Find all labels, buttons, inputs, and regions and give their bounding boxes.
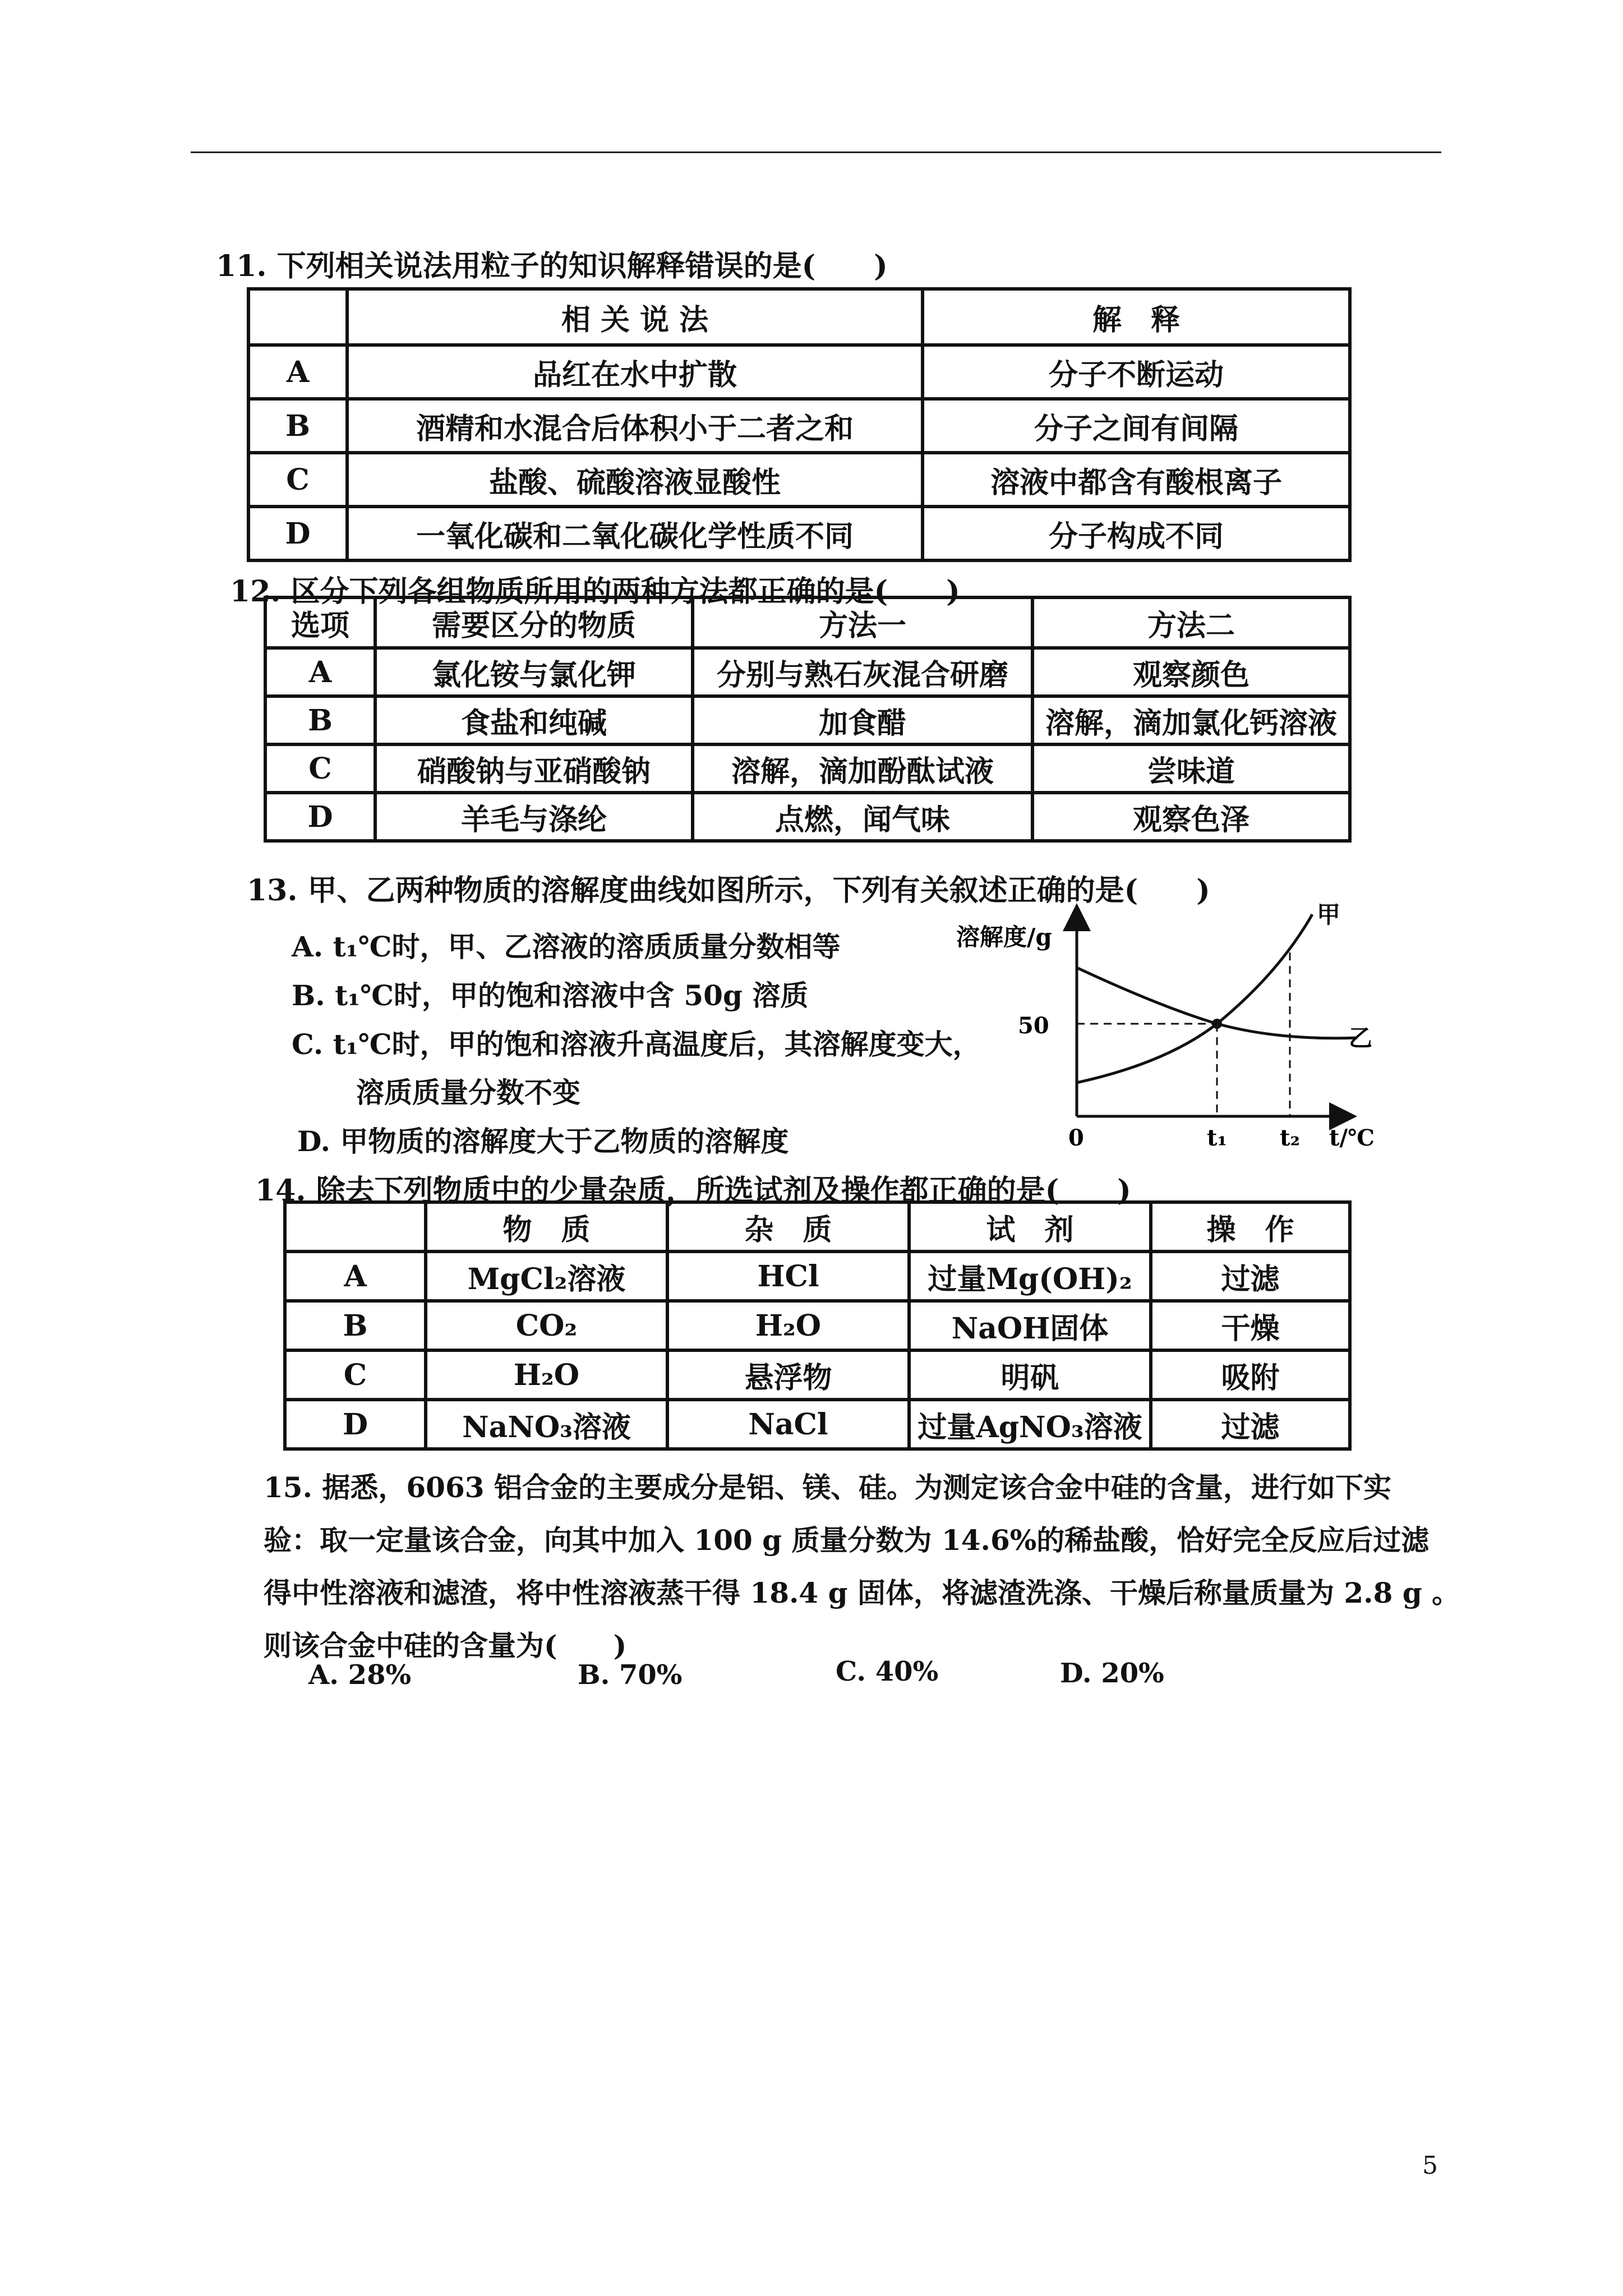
y-axis-label: 溶解度/g	[956, 923, 1052, 951]
table-cell: MgCl₂溶液	[426, 1251, 667, 1301]
q13-option-c: C. t₁℃时，甲的饱和溶液升高温度后，其溶解度变大，	[292, 1028, 981, 1061]
option-cell: D	[265, 793, 375, 841]
header-cell: 杂 质	[667, 1202, 909, 1251]
q13-option-b: B. t₁℃时，甲的饱和溶液中含 50g 溶质	[292, 979, 809, 1012]
table-cell: 点燃，闻气味	[693, 793, 1032, 841]
q15-answer-c: C. 40%	[836, 1656, 939, 1687]
table-row	[285, 1301, 1350, 1350]
option-cell: B	[248, 399, 347, 453]
header-cell: 相 关 说 法	[347, 289, 923, 345]
table-row	[265, 793, 1350, 841]
table-cell: 吸附	[1151, 1350, 1350, 1400]
table-cell: 羊毛与涤纶	[375, 793, 693, 841]
option-cell: B	[265, 696, 375, 744]
table-cell: 溶液中都含有酸根离子	[923, 453, 1350, 507]
q15-line: 得中性溶液和滤渣，将中性溶液蒸干得 18.4 g 固体，将滤渣洗涤、干燥后称量质量为 2.8 g 。	[264, 1576, 1460, 1609]
table-row	[248, 507, 1350, 560]
header-cell: 需要区分的物质	[375, 597, 693, 648]
option-cell: A	[248, 345, 347, 399]
curve-yi-label: 乙	[1349, 1024, 1373, 1052]
header-cell: 物 质	[426, 1202, 667, 1251]
table-cell: 品红在水中扩散	[347, 345, 923, 399]
t2-label: t₂	[1280, 1125, 1300, 1151]
table-cell: 观察颜色	[1032, 648, 1350, 696]
table-cell: 酒精和水混合后体积小于二者之和	[347, 399, 923, 453]
table-cell: 过滤	[1151, 1400, 1350, 1449]
table-header-row	[248, 289, 1350, 345]
q15-answer-a: A. 28%	[308, 1659, 412, 1691]
q14-title: 14. 除去下列物质中的少量杂质，所选试剂及操作都正确的是( )	[255, 1174, 1131, 1208]
table-cell: 加食醋	[693, 696, 1032, 744]
table-cell: H₂O	[426, 1350, 667, 1400]
q15-answer-b: B. 70%	[578, 1659, 683, 1691]
option-cell: D	[285, 1400, 426, 1449]
table-cell: 干燥	[1151, 1301, 1350, 1350]
q13-option-a: A. t₁℃时，甲、乙溶液的溶质质量分数相等	[292, 930, 841, 963]
option-cell: C	[285, 1350, 426, 1400]
table-cell: NaCl	[667, 1400, 909, 1449]
header-cell	[248, 289, 347, 345]
table-cell: 盐酸、硫酸溶液显酸性	[347, 453, 923, 507]
header-cell: 方法一	[693, 597, 1032, 648]
header-cell: 方法二	[1032, 597, 1350, 648]
table-cell: 明矾	[909, 1350, 1151, 1400]
option-cell: A	[285, 1251, 426, 1301]
q12-title: 12. 区分下列各组物质所用的两种方法都正确的是( )	[230, 574, 960, 609]
table-cell: 分别与熟石灰混合研磨	[693, 648, 1032, 696]
header-cell: 试 剂	[909, 1202, 1151, 1251]
q15-line: 则该合金中硅的含量为( )	[264, 1629, 627, 1662]
y50-label: 50	[1018, 1013, 1049, 1039]
header-cell: 操 作	[1151, 1202, 1350, 1251]
q13-option-c-cont: 溶质质量分数不变	[356, 1076, 580, 1109]
table-cell: 硝酸钠与亚硝酸钠	[375, 744, 693, 793]
table-row	[265, 744, 1350, 793]
option-cell: C	[265, 744, 375, 793]
table-cell: 分子之间有间隔	[923, 399, 1350, 453]
solubility-graph	[942, 903, 1408, 1161]
header-cell: 解 释	[923, 289, 1350, 345]
table-cell: HCl	[667, 1251, 909, 1301]
table-cell: CO₂	[426, 1301, 667, 1350]
page-number: 5	[1422, 2151, 1438, 2180]
table-row	[265, 648, 1350, 696]
table-cell: NaNO₃溶液	[426, 1400, 667, 1449]
table-row	[248, 345, 1350, 399]
q14-table	[283, 1200, 1352, 1451]
origin-label: 0	[1068, 1125, 1084, 1151]
table-cell: 食盐和纯碱	[375, 696, 693, 744]
header-rule	[191, 151, 1441, 153]
table-cell: NaOH固体	[909, 1301, 1151, 1350]
table-cell: 分子构成不同	[923, 507, 1350, 560]
q15-line: 15. 据悉，6063 铝合金的主要成分是铝、镁、硅。为测定该合金中硅的含量，进行如下实	[264, 1471, 1391, 1504]
q15-paragraph	[264, 1461, 1460, 1672]
table-cell: 一氧化碳和二氧化碳化学性质不同	[347, 507, 923, 560]
table-cell: 过滤	[1151, 1251, 1350, 1301]
option-cell: C	[248, 453, 347, 507]
table-row	[248, 399, 1350, 453]
header-cell	[285, 1202, 426, 1251]
x-axis-label: t/℃	[1329, 1125, 1375, 1151]
q13-option-d: D. 甲物质的溶解度大于乙物质的溶解度	[297, 1125, 789, 1158]
q11-title: 11. 下列相关说法用粒子的知识解释错误的是( )	[216, 249, 888, 283]
table-row	[285, 1251, 1350, 1301]
q12-table	[264, 596, 1352, 843]
q15-answer-d: D. 20%	[1060, 1658, 1164, 1689]
table-row	[285, 1400, 1350, 1449]
curve-jia-label: 甲	[1317, 903, 1341, 928]
table-row	[285, 1350, 1350, 1400]
table-cell: H₂O	[667, 1301, 909, 1350]
table-cell: 溶解，滴加氯化钙溶液	[1032, 696, 1350, 744]
curve-jia	[1077, 914, 1312, 1083]
table-row	[248, 453, 1350, 507]
table-cell: 悬浮物	[667, 1350, 909, 1400]
table-cell: 过量AgNO₃溶液	[909, 1400, 1151, 1449]
table-cell: 分子不断运动	[923, 345, 1350, 399]
table-header-row	[265, 597, 1350, 648]
table-row	[265, 696, 1350, 744]
header-cell: 选项	[265, 597, 375, 648]
table-cell: 观察色泽	[1032, 793, 1350, 841]
table-cell: 溶解，滴加酚酞试液	[693, 744, 1032, 793]
option-cell: D	[248, 507, 347, 560]
table-cell: 氯化铵与氯化钾	[375, 648, 693, 696]
q13-title: 13. 甲、乙两种物质的溶解度曲线如图所示，下列有关叙述正确的是( )	[247, 873, 1210, 908]
t1-label: t₁	[1207, 1125, 1227, 1151]
option-cell: B	[285, 1301, 426, 1350]
q11-table	[247, 287, 1352, 562]
option-cell: A	[265, 648, 375, 696]
q15-line: 验：取一定量该合金，向其中加入 100 g 质量分数为 14.6%的稀盐酸，恰好完全反应后过滤	[264, 1524, 1430, 1557]
table-cell: 尝味道	[1032, 744, 1350, 793]
table-header-row	[285, 1202, 1350, 1251]
table-cell: 过量Mg(OH)₂	[909, 1251, 1151, 1301]
